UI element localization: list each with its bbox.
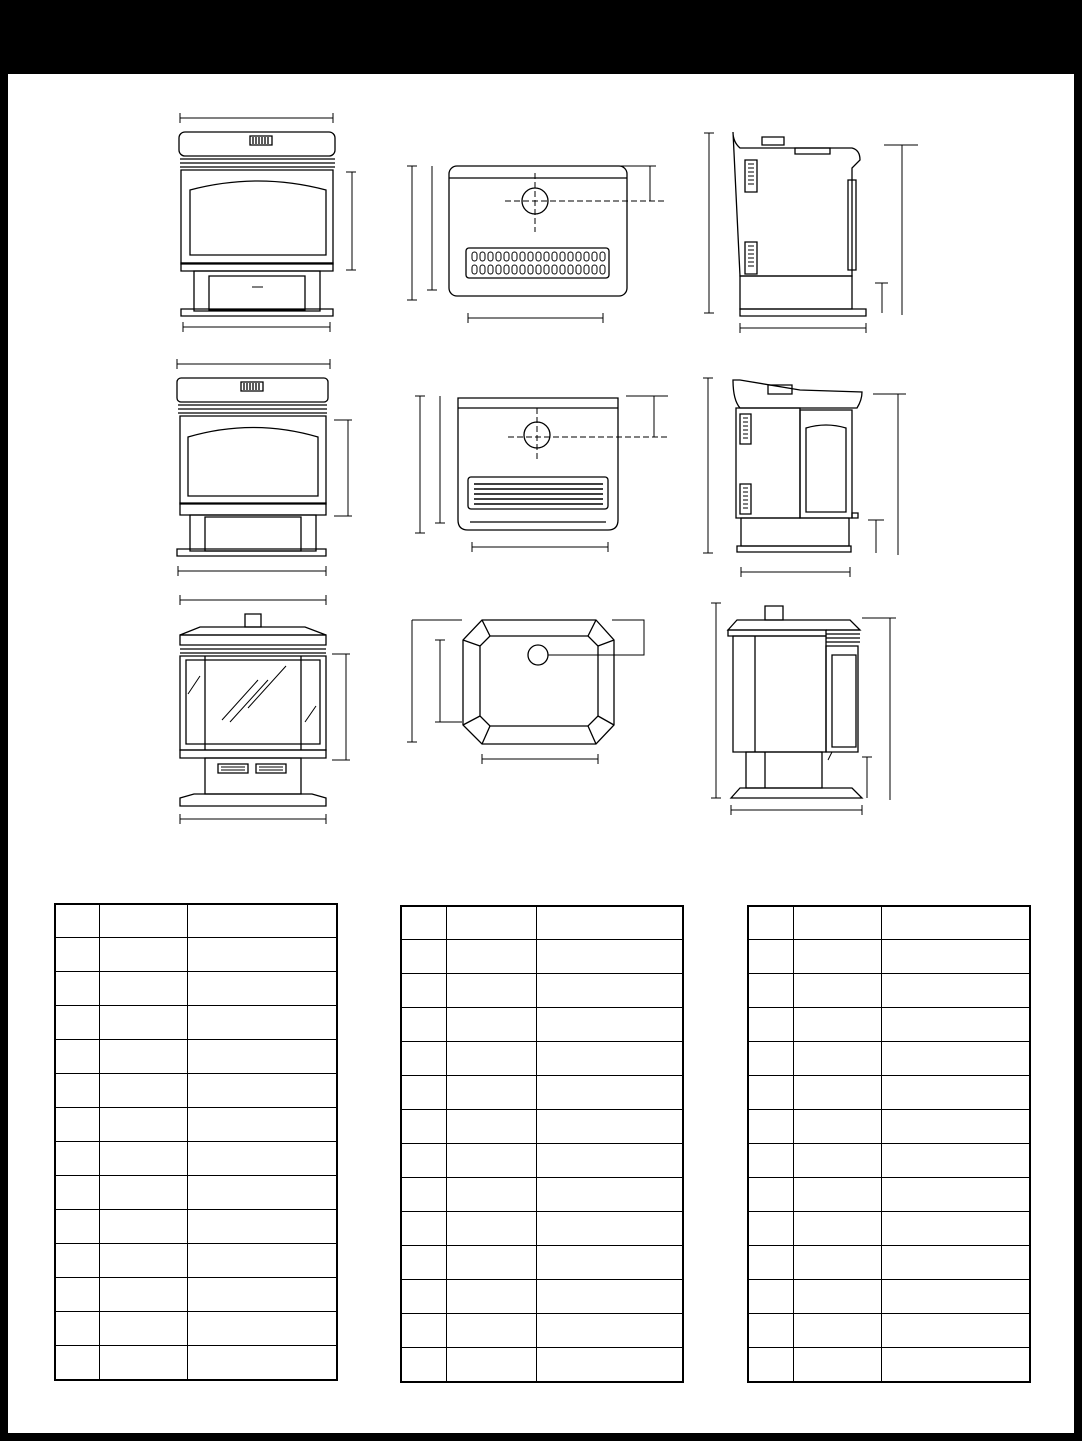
table-cell bbox=[793, 1178, 881, 1212]
table-row bbox=[401, 1110, 683, 1144]
table-cell bbox=[99, 1346, 187, 1381]
table-cell bbox=[793, 1076, 881, 1110]
table-cell bbox=[99, 904, 187, 938]
table-cell bbox=[748, 1280, 793, 1314]
table-cell bbox=[536, 1178, 683, 1212]
table-row bbox=[401, 974, 683, 1008]
table-cell bbox=[55, 972, 99, 1006]
table-row bbox=[748, 1178, 1030, 1212]
table-cell bbox=[401, 1280, 446, 1314]
table-row bbox=[748, 940, 1030, 974]
rear-elevation-2 bbox=[415, 396, 668, 552]
table-cell bbox=[793, 1042, 881, 1076]
table-cell bbox=[748, 1042, 793, 1076]
table-cell bbox=[187, 1006, 337, 1040]
table-row bbox=[55, 1040, 337, 1074]
table-cell bbox=[446, 1246, 536, 1280]
table-cell bbox=[881, 1076, 1030, 1110]
table-cell bbox=[55, 1210, 99, 1244]
table-cell bbox=[55, 1176, 99, 1210]
table-cell bbox=[748, 1110, 793, 1144]
table-row bbox=[748, 1246, 1030, 1280]
table-cell bbox=[446, 1314, 536, 1348]
spec-table-body bbox=[55, 904, 337, 1380]
table-cell bbox=[99, 1074, 187, 1108]
table-row bbox=[401, 1314, 683, 1348]
table-cell bbox=[881, 1042, 1030, 1076]
table-row bbox=[748, 1314, 1030, 1348]
table-cell bbox=[99, 1108, 187, 1142]
table-cell bbox=[99, 1278, 187, 1312]
front-elevation-3 bbox=[180, 595, 350, 824]
table-row bbox=[55, 904, 337, 938]
side-elevation-3 bbox=[711, 603, 896, 815]
table-cell bbox=[55, 1244, 99, 1278]
table-row bbox=[748, 1144, 1030, 1178]
table-row bbox=[55, 1142, 337, 1176]
table-cell bbox=[881, 1008, 1030, 1042]
table-cell bbox=[536, 1314, 683, 1348]
table-row bbox=[401, 1212, 683, 1246]
table-row bbox=[748, 1042, 1030, 1076]
table-row bbox=[748, 1110, 1030, 1144]
table-row bbox=[401, 1008, 683, 1042]
front-elevation-2 bbox=[177, 359, 352, 576]
table-row bbox=[55, 1108, 337, 1142]
table-row bbox=[401, 1280, 683, 1314]
table-cell bbox=[748, 940, 793, 974]
table-cell bbox=[748, 1076, 793, 1110]
table-row bbox=[401, 940, 683, 974]
table-cell bbox=[536, 1246, 683, 1280]
table-cell bbox=[55, 1142, 99, 1176]
footer-bar bbox=[0, 1433, 1082, 1441]
table-cell bbox=[881, 1246, 1030, 1280]
table-row bbox=[401, 1246, 683, 1280]
table-cell bbox=[401, 1348, 446, 1383]
table-cell bbox=[446, 940, 536, 974]
table-cell bbox=[536, 940, 683, 974]
table-cell bbox=[401, 1314, 446, 1348]
table-cell bbox=[187, 1210, 337, 1244]
table-cell bbox=[99, 1312, 187, 1346]
table-cell bbox=[881, 1280, 1030, 1314]
table-cell bbox=[401, 906, 446, 940]
table-row bbox=[401, 906, 683, 940]
spec-table-body bbox=[401, 906, 683, 1382]
table-cell bbox=[536, 1212, 683, 1246]
table-cell bbox=[881, 1178, 1030, 1212]
table-cell bbox=[99, 1210, 187, 1244]
table-cell bbox=[55, 1074, 99, 1108]
table-cell bbox=[446, 1042, 536, 1076]
table-cell bbox=[748, 906, 793, 940]
table-row bbox=[401, 1178, 683, 1212]
table-cell bbox=[748, 1212, 793, 1246]
table-cell bbox=[55, 1108, 99, 1142]
table-cell bbox=[187, 1074, 337, 1108]
table-cell bbox=[793, 940, 881, 974]
table-row bbox=[748, 1008, 1030, 1042]
rear-elevation-1 bbox=[407, 166, 665, 323]
table-row bbox=[401, 1348, 683, 1383]
table-cell bbox=[187, 1244, 337, 1278]
table-cell bbox=[446, 1348, 536, 1383]
table-cell bbox=[446, 974, 536, 1008]
front-elevation-1 bbox=[179, 113, 356, 332]
table-row bbox=[748, 1348, 1030, 1383]
table-row bbox=[748, 974, 1030, 1008]
spec-table-2 bbox=[400, 905, 684, 1383]
top-plan-3 bbox=[407, 620, 644, 764]
table-row bbox=[401, 1144, 683, 1178]
table-row bbox=[55, 1312, 337, 1346]
table-cell bbox=[881, 1348, 1030, 1383]
table-cell bbox=[793, 1212, 881, 1246]
table-cell bbox=[536, 1144, 683, 1178]
table-cell bbox=[401, 1076, 446, 1110]
table-cell bbox=[55, 1040, 99, 1074]
table-cell bbox=[793, 1348, 881, 1383]
table-row bbox=[55, 1074, 337, 1108]
table-row bbox=[748, 1212, 1030, 1246]
table-cell bbox=[748, 1314, 793, 1348]
table-cell bbox=[446, 1076, 536, 1110]
table-cell bbox=[446, 1280, 536, 1314]
table-row bbox=[748, 906, 1030, 940]
table-cell bbox=[99, 1006, 187, 1040]
table-cell bbox=[187, 1176, 337, 1210]
table-row bbox=[748, 1076, 1030, 1110]
table-cell bbox=[446, 1110, 536, 1144]
table-row bbox=[55, 1006, 337, 1040]
table-cell bbox=[99, 1244, 187, 1278]
table-cell bbox=[187, 904, 337, 938]
table-cell bbox=[187, 1278, 337, 1312]
table-cell bbox=[401, 1178, 446, 1212]
table-cell bbox=[55, 1312, 99, 1346]
spec-table-3 bbox=[747, 905, 1031, 1383]
table-cell bbox=[793, 1246, 881, 1280]
table-cell bbox=[881, 1314, 1030, 1348]
table-cell bbox=[793, 1280, 881, 1314]
table-row bbox=[748, 1280, 1030, 1314]
table-cell bbox=[55, 904, 99, 938]
table-cell bbox=[187, 1346, 337, 1381]
table-cell bbox=[187, 1040, 337, 1074]
table-cell bbox=[881, 1110, 1030, 1144]
table-cell bbox=[401, 1144, 446, 1178]
table-cell bbox=[793, 1144, 881, 1178]
table-row bbox=[55, 938, 337, 972]
table-cell bbox=[99, 1040, 187, 1074]
table-cell bbox=[748, 1246, 793, 1280]
table-cell bbox=[748, 974, 793, 1008]
table-cell bbox=[401, 1008, 446, 1042]
table-cell bbox=[536, 1076, 683, 1110]
table-cell bbox=[446, 1144, 536, 1178]
table-row bbox=[55, 1176, 337, 1210]
table-cell bbox=[793, 1008, 881, 1042]
table-cell bbox=[187, 938, 337, 972]
spec-table-1 bbox=[54, 903, 338, 1381]
spec-table-body bbox=[748, 906, 1030, 1382]
table-row bbox=[55, 1210, 337, 1244]
table-cell bbox=[401, 1042, 446, 1076]
table-row bbox=[401, 1042, 683, 1076]
table-cell bbox=[881, 1144, 1030, 1178]
table-cell bbox=[536, 974, 683, 1008]
table-cell bbox=[793, 1110, 881, 1144]
table-cell bbox=[748, 1008, 793, 1042]
table-cell bbox=[99, 1176, 187, 1210]
table-cell bbox=[536, 1280, 683, 1314]
table-row bbox=[55, 1278, 337, 1312]
table-cell bbox=[401, 1110, 446, 1144]
table-row bbox=[55, 1244, 337, 1278]
table-cell bbox=[446, 1178, 536, 1212]
table-cell bbox=[748, 1144, 793, 1178]
table-cell bbox=[881, 1212, 1030, 1246]
table-cell bbox=[446, 906, 536, 940]
table-cell bbox=[881, 940, 1030, 974]
table-cell bbox=[55, 1278, 99, 1312]
table-cell bbox=[55, 1006, 99, 1040]
table-cell bbox=[99, 972, 187, 1006]
table-cell bbox=[99, 1142, 187, 1176]
table-cell bbox=[187, 1142, 337, 1176]
table-row bbox=[55, 1346, 337, 1381]
table-row bbox=[401, 1076, 683, 1110]
table-cell bbox=[536, 1042, 683, 1076]
table-cell bbox=[446, 1212, 536, 1246]
table-cell bbox=[401, 1246, 446, 1280]
table-cell bbox=[881, 974, 1030, 1008]
table-cell bbox=[793, 1314, 881, 1348]
table-cell bbox=[187, 1312, 337, 1346]
table-cell bbox=[55, 1346, 99, 1381]
table-cell bbox=[793, 906, 881, 940]
table-cell bbox=[187, 972, 337, 1006]
table-cell bbox=[536, 1110, 683, 1144]
table-cell bbox=[536, 1348, 683, 1383]
table-row bbox=[55, 972, 337, 1006]
side-elevation-1 bbox=[704, 132, 918, 333]
side-elevation-2 bbox=[703, 378, 906, 577]
table-cell bbox=[401, 940, 446, 974]
table-cell bbox=[748, 1348, 793, 1383]
table-cell bbox=[55, 938, 99, 972]
table-cell bbox=[99, 938, 187, 972]
table-cell bbox=[536, 1008, 683, 1042]
table-cell bbox=[793, 974, 881, 1008]
table-cell bbox=[748, 1178, 793, 1212]
table-cell bbox=[536, 906, 683, 940]
table-cell bbox=[401, 1212, 446, 1246]
table-cell bbox=[881, 906, 1030, 940]
table-cell bbox=[187, 1108, 337, 1142]
table-cell bbox=[401, 974, 446, 1008]
table-cell bbox=[446, 1008, 536, 1042]
